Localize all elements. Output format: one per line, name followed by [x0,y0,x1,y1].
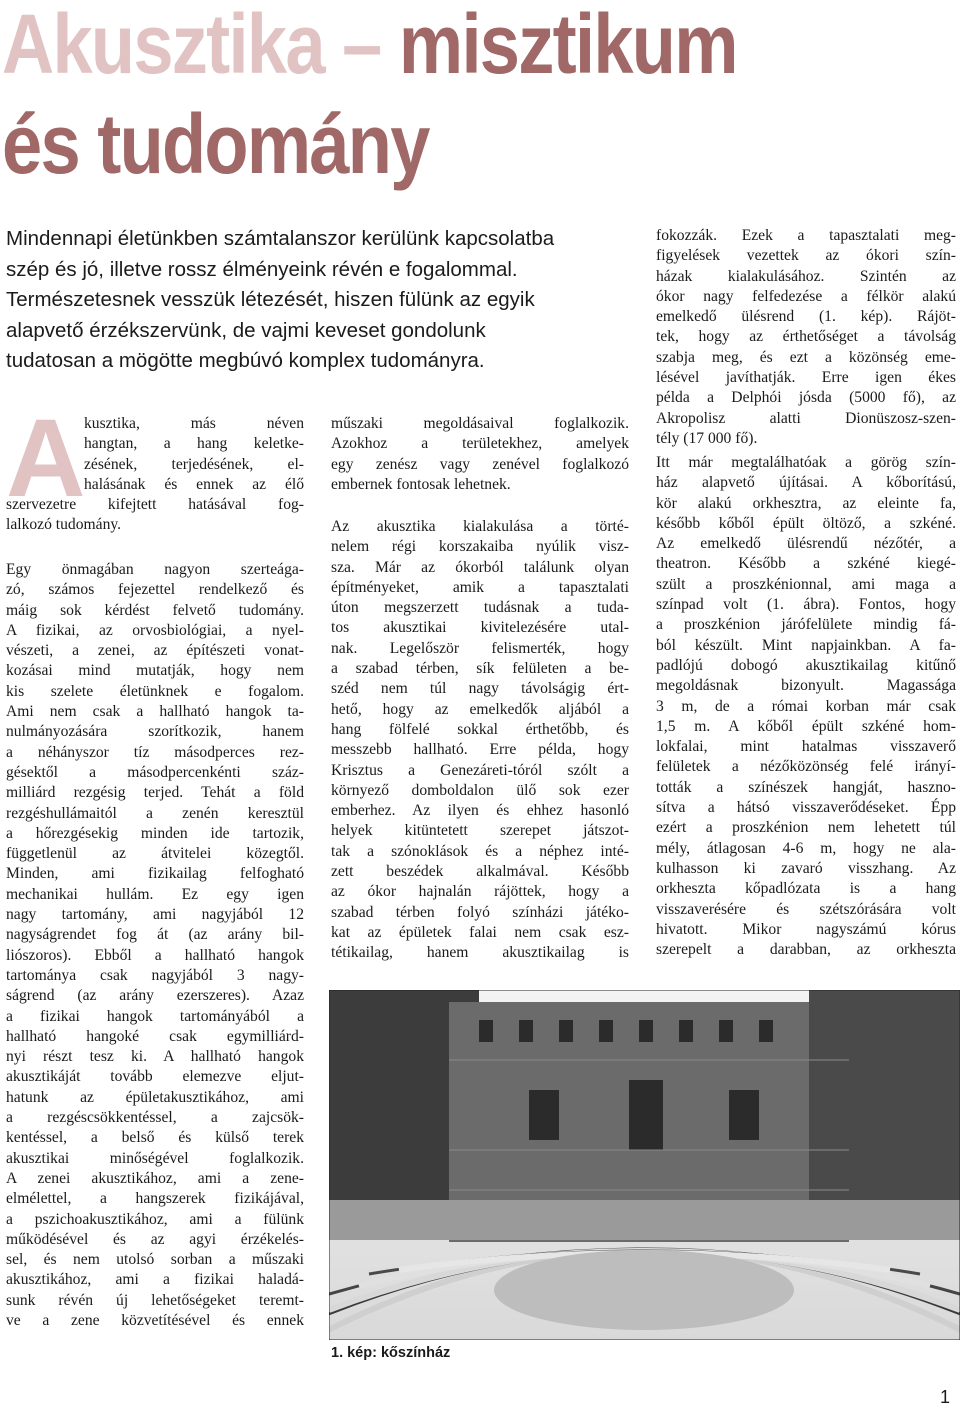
text-line: liószoros). Ebből a hallható hangok [6,946,304,964]
text-line: Az akusztika kialakulása a törté- [331,518,629,535]
text-line: az ókor hajnalán rájöttek, hogy a [331,883,629,901]
text-line: Az emelkedő ülésrendű nézőtér, a [656,535,956,553]
text-line: Természetesnek vesszük létezését, hiszen fülünk az egyik [6,288,535,312]
text-line: a néhányszor tíz másodperces rez- [6,743,304,761]
text-line: theatron. Később a szkéné kiegé- [656,555,956,573]
text-line: emelkedő ülésrend (1. kép). Rájöt- [656,308,956,326]
text-line: nak. Legelőször felismerték, hogy [331,639,629,657]
text-line: lésével javíthatják. Erre igen ékes [656,369,956,387]
text-line: nagy tartomány, ami nagyjából 12 [6,906,304,924]
text-line: tély (17 000 fő). [656,429,758,447]
text-line: függetlenül az átvitelei közegtől. [6,845,304,863]
title-line-2: és tudomány [2,97,429,191]
col1-first-paragraph [6,414,304,536]
text-line: megoldásnak bizonyult. Magassága [656,677,956,695]
text-line: visszaverésére és szétszórására volt [656,900,956,918]
text-line: úton megszerzett tudásnak a tuda- [331,599,629,617]
text-line: kentéssel, a belső és külső terek [6,1129,304,1147]
text-line: lalkozó tudomány. [6,516,122,534]
text-line: zett beszédek alkalmával. Később [331,863,629,881]
text-line: felületek a nézőközönség felé irányí- [656,758,956,776]
text-line: figyelések vezettek az ókori szín- [656,247,956,265]
text-line: mély, átlagosan 4-6 m, hogy ne ala- [656,839,956,857]
text-line: szabja meg, és ezt a közönség eme- [656,348,956,366]
text-line: Minden, ami fizikailag felfogható [6,865,304,883]
text-line: emberhez. Az ilyen és ehhez hasonló [331,802,629,820]
figure-caption: 1. kép: kőszínház [331,1345,451,1361]
text-line: helyek kitüntetett szerepet játszot- [331,822,629,840]
text-line: nulmányozására szorítkozik, hanem [6,723,304,741]
text-line: akusztikai minőségével foglalkozik. [6,1149,304,1167]
text-line: hang fölfelé sokkal érthetőbb, és [331,720,629,738]
text-line: kusztika, más néven [84,415,304,432]
text-line: tétikailag, hanem akusztikailag is [331,944,629,962]
text-line: ve a zene közvetítésével és ennek [6,1311,304,1329]
text-line: embernek fontosak lehetnek. [331,475,511,493]
text-line: hangtan, a hang keletke- [84,435,304,453]
title-part-dark: misztikum [398,0,737,91]
text-line: kat az épületek falai nem csak esz- [331,923,629,941]
text-line: fokozzák. Ezek a tapasztalati meg- [656,227,956,244]
text-line: a fizikai hangok tartományából a [6,1007,304,1025]
text-line: Akropolisz alatti Dionüszosz-szen- [656,409,956,427]
text-line: milliárd rezgésig terjed. Tehát a föld [6,784,304,802]
theatre-photo [329,990,960,1340]
text-line: tos akusztikai kivitelezésére utal- [331,619,629,637]
text-line: sza. Már az ókorból találunk olyan [331,558,629,576]
text-line: szervezetre kifejtett hatásával fog- [6,496,304,514]
text-line: mechanikai hullám. Ez egy igen [6,885,304,903]
text-line: orkheszta kőpadlózata is a hang [656,880,956,898]
text-line: Mindennapi életünkben számtalanszor kerülünk kapcsolatba [6,227,555,250]
col1-body [6,560,304,1331]
text-line: környező domboldalon ülő sok ezer [331,781,629,799]
text-line: máig sok kérdést felvető tudomány. [6,601,304,619]
text-line: sunk révén új lehetőségeket teremt- [6,1291,304,1309]
lead-paragraph [6,224,616,377]
text-line: nelem régi korszakaiba nyúlik visz- [331,538,629,556]
text-line: halásának és ennek az élő [84,475,304,493]
text-line: építményeket, amik a tapasztalati [331,578,629,596]
text-line: tudatosan a mögötte megbúvó komplex tudományra. [6,349,485,373]
col3-paragraph-2 [656,453,956,960]
article-title [2,0,737,194]
text-line: ház alapvető újításai. A kőborítású, [656,474,956,492]
text-line: házak kialakulásához. Szintén az [656,267,956,285]
text-line: hatunk az épületakusztikához, ami [6,1088,304,1106]
text-line: sel, és nem utolsó sorban a műszaki [6,1251,304,1269]
col2-paragraph-1 [331,414,629,495]
text-line: nyi részt tesz ki. A hallható hangok [6,1048,304,1066]
text-line: akusztikáját tovább elemezve eljut- [6,1068,304,1086]
text-line: messzebb hallható. Erre példa, hogy [331,741,629,759]
text-line: színpad volt (1. ábra). Fontos, hogy [656,596,956,614]
text-line: szép és jó, illetve rossz élményeink révén e fogalommal. [6,257,518,281]
text-line: ságrend (az arány ezerszeres). Azaz [6,987,304,1005]
text-line: a hőrezgésekig minden ide tartozik, [6,824,304,842]
text-line: tartománya csak nagyjából 3 nagy- [6,966,304,984]
text-line: nagyságrendet fog át (az arány bil- [6,926,304,944]
text-line: hivatott. Mikor nagyszámú kórus [656,920,956,938]
text-line: tották a színészek hangját, haszno- [656,778,956,796]
text-line: hallható hangoké csak egymilliárd- [6,1027,304,1045]
text-line: ókor nagy felfedezése a félkör alakú [656,287,956,305]
col3-paragraph-1 [656,226,956,449]
text-line: zésének, terjedésének, el- [84,455,304,473]
text-line: 1,5 m. A kőből épült szkéné hom- [656,717,956,735]
text-line: rezgéshullámaitól a zenén keresztül [6,804,304,822]
text-line: alapvető érzékszervünk, de vajmi keveset gondolunk [6,318,486,342]
text-line: szerepelt a darabban, az orkheszta [656,941,956,959]
text-line: a rezgéscsökkentéssel, a zajcsök- [6,1109,304,1127]
text-line: zó, számos fejezettel rendelkező és [6,581,304,599]
page-number: 1 [940,1387,951,1407]
text-line: működésével és az agyi érzékelés- [6,1230,304,1248]
text-line: szült a proszkénionnal, ami maga a [656,575,956,593]
text-line: sítva a hátsó visszaverődéseket. Épp [656,799,956,817]
text-line: Itt már megtalálhatóak a görög szín- [656,454,956,471]
text-line: Krisztus a Genezáreti-tóról szólt a [331,761,629,779]
text-line: tek, hogy az érthetőséget a távolság [656,328,956,346]
text-line: széd nem túl nagy távolságig ért- [331,680,629,698]
text-line: a szabad térben, sík felületen a be- [331,660,629,678]
text-line: később kőből épült öltöző, a szkéné. [656,514,956,532]
col2-paragraph-2 [331,517,629,964]
text-line: Ami nem csak a hallható hangok ta- [6,703,304,721]
title-part-pale: Akusztika – [2,0,399,91]
text-line: padlójú dobogó akusztikailag kitűnő [656,656,956,674]
text-line: A fizikai, az orvosbiológiai, a nyel- [6,621,304,639]
text-line: A zenei akusztikához, ami a zene- [6,1169,304,1187]
text-line: Egy önmagában nagyon szerteága- [6,561,304,578]
text-line: tak a szónoklások és a néphez inté- [331,842,629,860]
text-line: kör alakú orkhesztra, az eleinte fa, [656,494,956,512]
text-line: elmélettel, a hangszerek fizikájával, [6,1190,304,1208]
text-line: akusztikához, ami a fizikai haladá- [6,1271,304,1289]
text-line: a pszichoakusztikához, ami a fülünk [6,1210,304,1228]
text-line: egy zenész vagy zenével foglalkozó [331,455,629,473]
text-line: a proszkénion járófelülete mindig fá- [656,616,956,634]
text-line: 3 m, de a római korban már csak [656,697,956,715]
text-line: Azokhoz a területekhez, amelyek [331,435,629,453]
text-line: hető, hogy az emelkedők aljából a [331,700,629,718]
text-line: kozásai mind mutatják, hogy nem [6,662,304,680]
text-line: lokfalai, mint hatalmas visszaverő [656,738,956,756]
text-line: példa a Delphói jósda (5000 fő), az [656,389,956,407]
text-line: gésektől a másodpercenkénti száz- [6,763,304,781]
text-line: ból készült. Mint napjainkban. A fa- [656,636,956,654]
text-line: műszaki megoldásaival foglalkozik. [331,415,629,432]
text-line: szabad térben folyó színházi játéko- [331,903,629,921]
text-line: kulhasson ki zavaró visszhang. Az [656,859,956,877]
text-line: kis szelete életünknek e fogalom. [6,682,304,700]
drop-cap: A [6,397,86,520]
text-line: vészeti, a zenei, az építészeti vonat- [6,642,304,660]
text-line: ezért a proszkénion nem lehetett túl [656,819,956,837]
